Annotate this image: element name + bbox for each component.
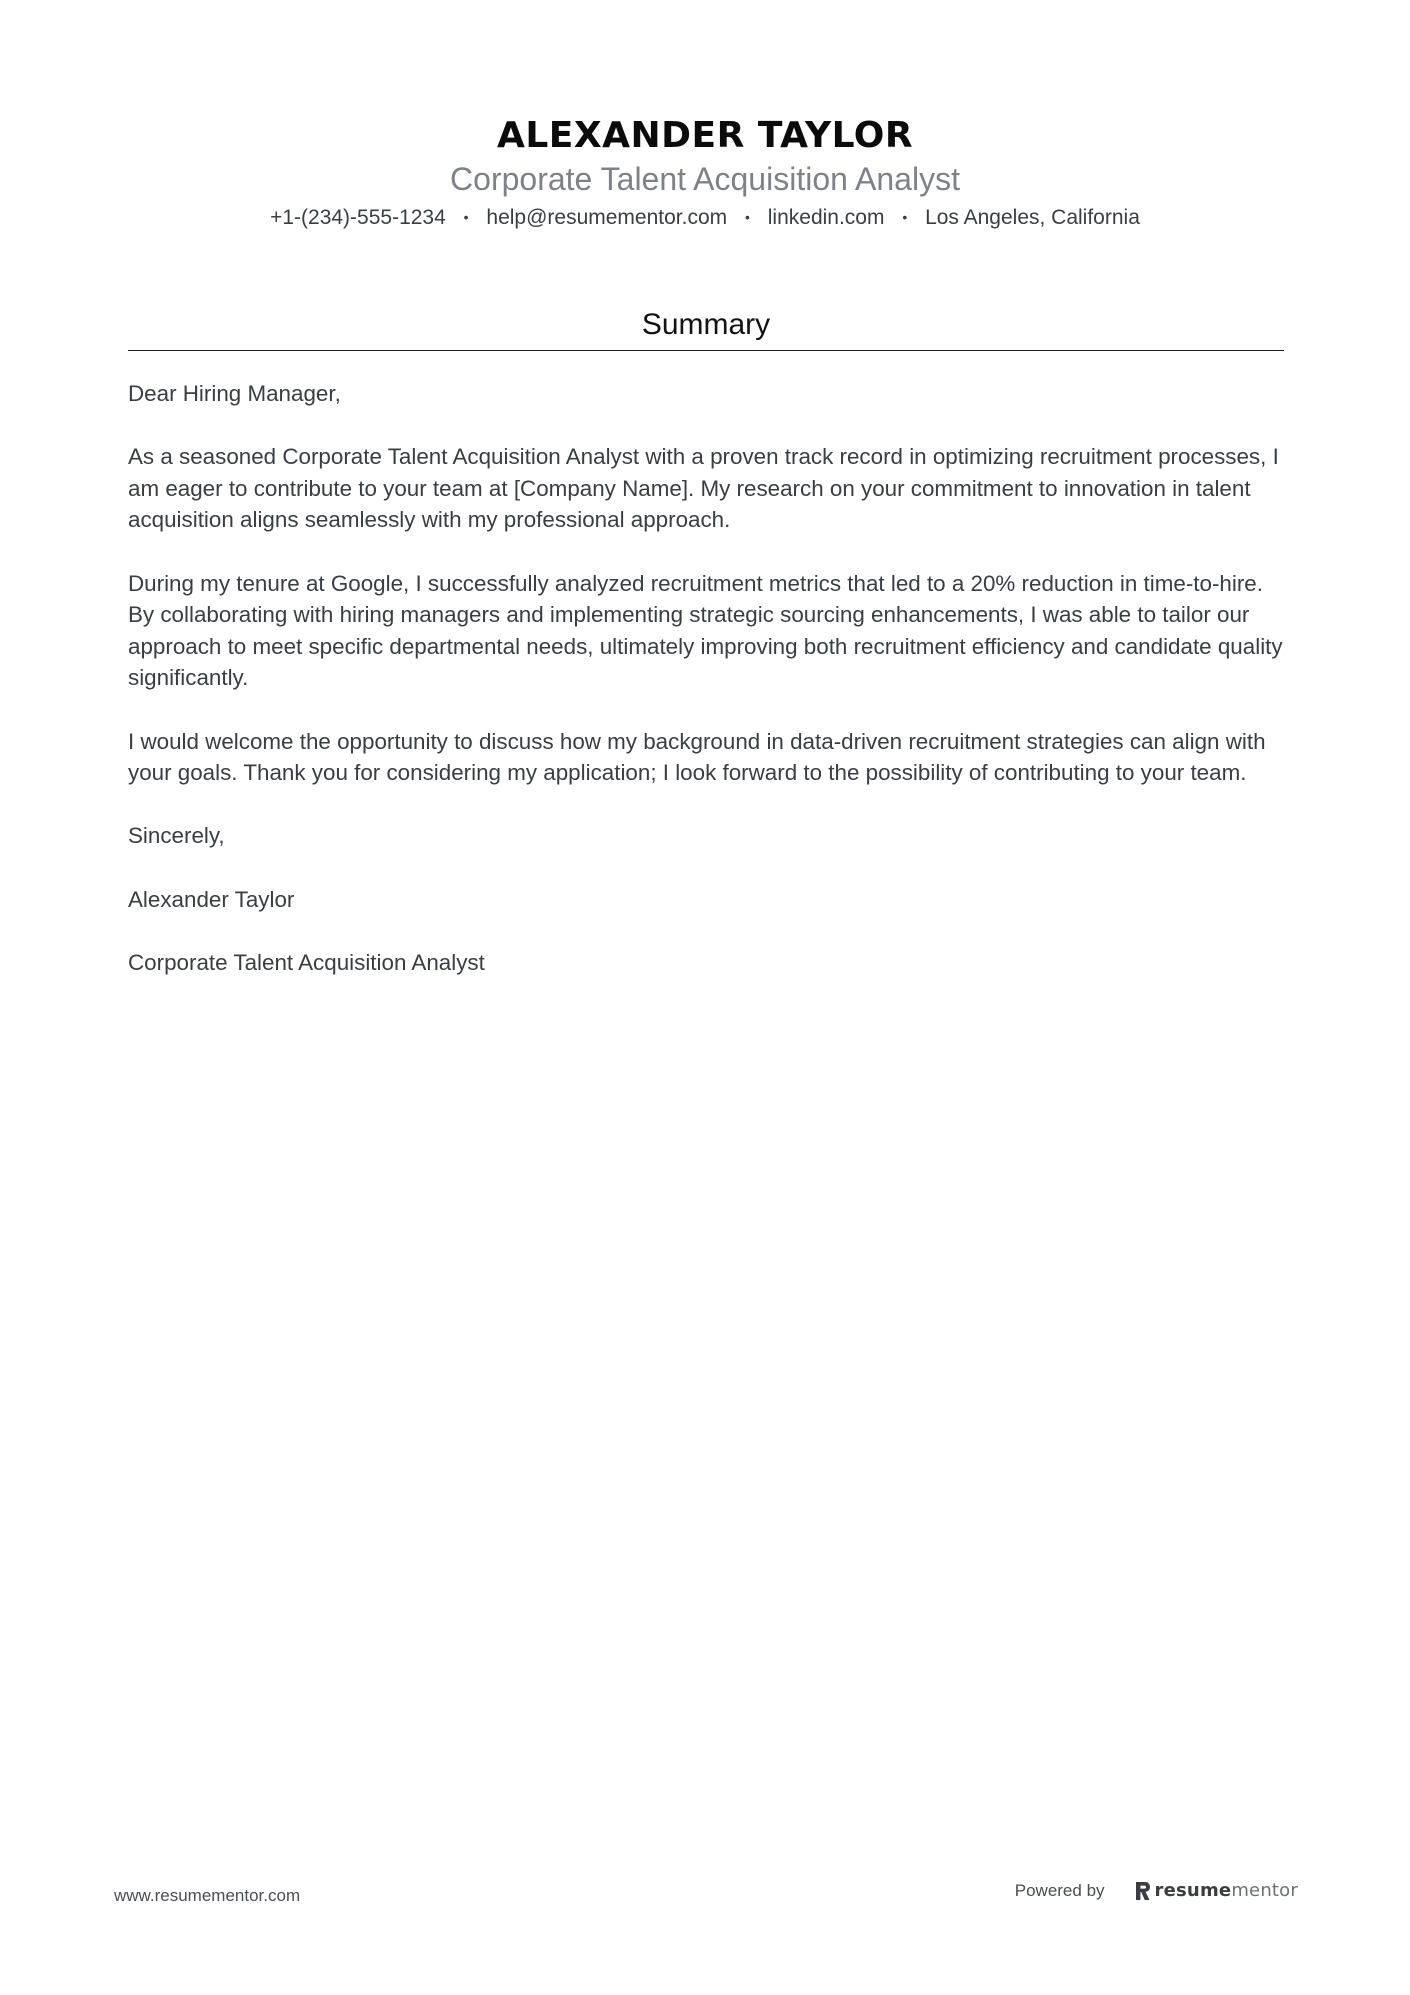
letter-paragraph-2: During my tenure at Google, I successfully analyzed recruitment metrics that led to a 20% reduction in time-to-hire. By collaborating with hiring managers and implementing strategic sourcing enhancements, I was able to tailor our approach to meet specific departmental needs, ultimately improving both recruitment efficiency and candidate quality significantly. [128,570,1283,691]
brand-wordmark-light: mentor [1231,1880,1298,1901]
signature-name: Alexander Taylor [128,886,295,912]
section-heading-summary: Summary [641,308,771,341]
section-divider [128,350,1284,351]
contact-email[interactable]: help@resumementor.com [486,206,728,229]
footer-branding [1015,1880,1298,1901]
letter-body [128,378,1290,1010]
powered-by-label: Powered by [1014,1880,1105,1900]
applicant-job-title: Corporate Talent Acquisition Analyst [450,161,960,197]
footer-website-link[interactable]: www.resumementor.com [114,1886,301,1905]
signature-title: Corporate Talent Acquisition Analyst [128,949,485,975]
contact-line [0,202,1410,233]
resumementor-logo-icon [1135,1881,1151,1901]
letter-header [0,112,1410,233]
letter-paragraph-1: As a seasoned Corporate Talent Acquisition Analyst with a proven track record in optimizing recruitment processes, I am eager to contribute to your team at [Company Name]. My research on your commitment to innovation in talent acquisition aligns seamlessly with my professional approach. [128,444,1279,533]
brand-logo-link[interactable] [1135,1880,1298,1901]
contact-phone: +1-(234)-555-1234 [270,206,446,229]
bullet-separator: • [745,209,750,225]
bullet-separator: • [902,209,908,225]
letter-closing: Sincerely, [128,823,225,849]
letter-salutation: Dear Hiring Manager, [128,381,341,406]
brand-wordmark-bold: resume [1154,1880,1232,1901]
contact-linkedin[interactable]: linkedin.com [767,206,885,229]
bullet-separator: • [463,209,469,225]
contact-location: Los Angeles, California [925,206,1140,229]
letter-paragraph-3: I would welcome the opportunity to discuss how my background in data-driven recruitment strategies can align with your goals. Thank you for considering my application; I look forward to the possibility of contributing to your team. [128,728,1266,786]
applicant-name: ALEXANDER TAYLOR [496,115,914,156]
brand-wordmark [1155,1880,1298,1901]
